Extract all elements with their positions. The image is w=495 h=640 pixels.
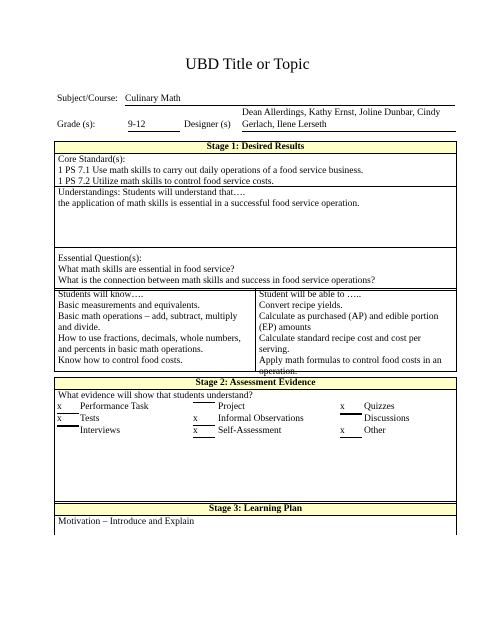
eq-2: What is the connection between math skills and success in food service operations?	[58, 276, 376, 286]
check-mark[interactable]: x	[193, 426, 215, 438]
students-able-box	[255, 288, 457, 377]
able-line: Convert recipe yields.	[259, 301, 343, 311]
core-standard-1: 1 PS 7.1 Use math skills to carry out daily operations of a food service business.	[58, 166, 364, 176]
check-label: Quizzes	[364, 402, 395, 412]
stage1-header: Stage 1: Desired Results	[54, 141, 457, 154]
check-label: Informal Observations	[218, 414, 304, 424]
motivation-text: Motivation – Introduce and Explain	[58, 517, 195, 527]
designer-line2: Gerlach, Ilene Lerseth	[242, 120, 456, 132]
essential-questions-box	[54, 247, 457, 291]
subject-label: Subject/Course:	[57, 94, 118, 104]
check-mark[interactable]	[340, 414, 362, 415]
eq-label: Essential Question(s):	[58, 254, 142, 264]
eq-1: What math skills are essential in food service?	[58, 265, 235, 275]
check-label: Project	[218, 402, 245, 412]
stage3-header: Stage 3: Learning Plan	[54, 503, 457, 516]
able-line: Calculate as purchased (AP) and edible portion	[259, 312, 439, 322]
know-line: Basic measurements and equivalents.	[58, 301, 200, 311]
understandings-box	[54, 186, 457, 248]
know-line: and divide.	[58, 323, 101, 333]
learning-plan-box	[54, 515, 457, 535]
check-mark[interactable]: x	[340, 426, 362, 438]
grade-value: 9-12	[128, 120, 180, 132]
stage2-header: Stage 2: Assessment Evidence	[54, 377, 457, 390]
grade-label: Grade (s):	[57, 120, 96, 130]
able-line: Apply math formulas to control food costs in an	[259, 356, 442, 366]
know-line: How to use fractions, decimals, whole numbers,	[58, 334, 241, 344]
know-line: Basic math operations – add, subtract, multiply	[58, 312, 238, 322]
able-line: serving.	[259, 345, 290, 355]
check-label: Interviews	[80, 426, 121, 436]
know-line: and percents in basic math operations.	[58, 345, 204, 355]
check-label: Other	[364, 426, 386, 436]
check-mark[interactable]	[193, 402, 215, 403]
know-label: Students will know….	[58, 290, 144, 300]
core-label: Core Standard(s):	[58, 155, 126, 165]
able-label: Student will be able to …..	[259, 290, 362, 300]
check-mark[interactable]: x	[57, 402, 79, 414]
check-mark[interactable]	[57, 426, 79, 427]
check-label: Discussions	[364, 414, 410, 424]
able-line: operation.	[259, 367, 298, 377]
check-label: Tests	[80, 414, 100, 424]
check-mark[interactable]: x	[193, 414, 215, 426]
check-mark[interactable]: x	[340, 402, 362, 414]
know-line: Know how to control food costs.	[58, 356, 183, 366]
subject-value: Culinary Math	[125, 94, 455, 106]
understandings-text: the application of math skills is essential in a successful food service operation.	[58, 199, 360, 209]
students-know-box	[54, 288, 256, 372]
core-standard-2: 1 PS 7.2 Utilize math skills to control food service costs.	[58, 177, 274, 187]
check-label: Performance Task	[80, 402, 149, 412]
understandings-label: Understandings: Students will understand that….	[58, 188, 246, 198]
able-line: (EP) amounts	[259, 323, 311, 333]
check-label: Self-Assessment	[218, 426, 282, 436]
able-line: Calculate standard recipe cost and cost per	[259, 334, 421, 344]
evidence-question: What evidence will show that students understand?	[58, 391, 253, 401]
core-standards-box	[54, 153, 457, 187]
check-mark[interactable]: x	[57, 414, 79, 426]
designer-line1: Dean Allerdings, Kathy Ernst, Joline Dunbar, Cindy	[242, 108, 441, 118]
page-title: UBD Title or Topic	[185, 56, 310, 73]
designer-label: Designer (s)	[184, 120, 231, 130]
